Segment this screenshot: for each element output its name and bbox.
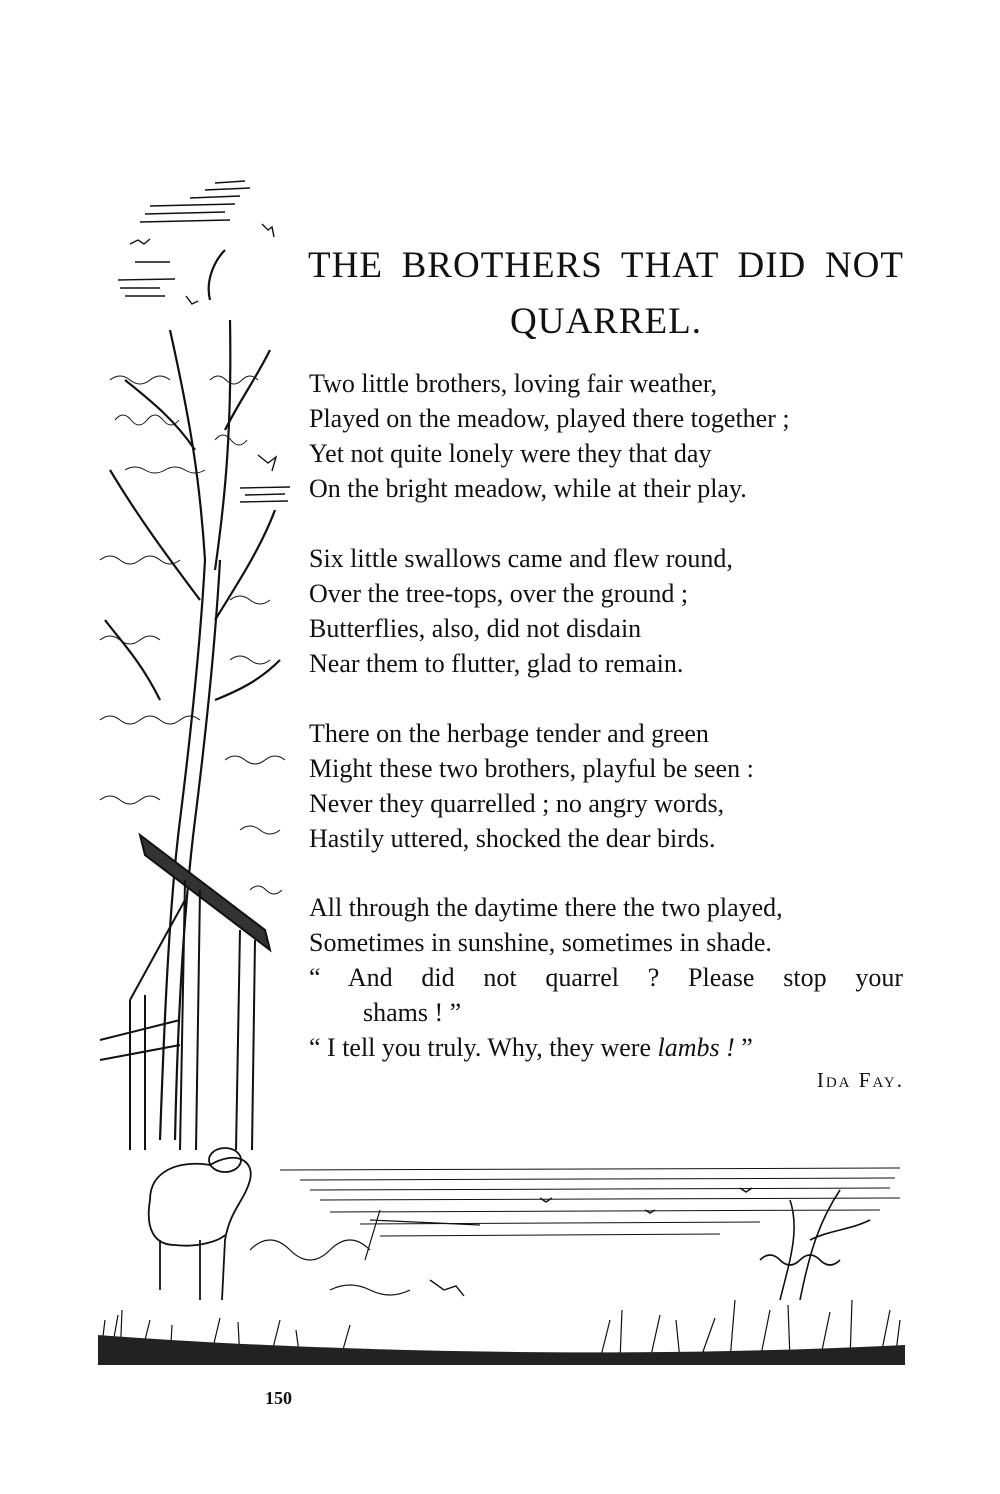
- poem-line: Sometimes in sunshine, sometimes in shade.: [309, 928, 772, 957]
- lamb: [149, 1148, 251, 1300]
- poem-line-text: “ I tell you truly. Why, they were: [309, 1033, 658, 1062]
- poem-line: There on the herbage tender and green: [309, 719, 709, 748]
- poem-line: Never they quarrelled ; no angry words,: [309, 789, 725, 818]
- bird-icon: [186, 296, 198, 304]
- sky-hatching: [118, 181, 290, 502]
- poem-line: “ And did not quarrel ? Please stop your: [309, 963, 903, 992]
- poem-line: All through the daytime there the two played,: [309, 893, 783, 922]
- poem-line: Near them to flutter, glad to remain.: [309, 649, 684, 678]
- poem-line: Might these two brothers, playful be seen :: [309, 754, 754, 783]
- bird-icon: [540, 1198, 552, 1202]
- closing-quote: ”: [741, 1033, 753, 1062]
- grass: [100, 1210, 900, 1360]
- gate: [100, 835, 270, 1150]
- poem-line: Six little swallows came and flew round,: [309, 544, 733, 573]
- stanza-3: [309, 716, 909, 856]
- bird-icon: [430, 1280, 464, 1296]
- page-number: 150: [265, 1388, 292, 1408]
- stanza-1: [309, 366, 909, 506]
- poem-line: Over the tree-tops, over the ground ;: [309, 579, 689, 608]
- poem-line-italic: lambs !: [657, 1033, 742, 1062]
- poem-line: [309, 1030, 909, 1065]
- poem-line: Played on the meadow, played there together ;: [309, 404, 790, 433]
- poem-line: On the bright meadow, while at their play.: [309, 474, 747, 503]
- poem-line: Hastily uttered, shocked the dear birds.: [309, 824, 716, 853]
- stanza-4: [309, 890, 909, 1065]
- bird-icon: [258, 455, 276, 471]
- bush: [760, 1190, 870, 1300]
- stanza-2: [309, 541, 909, 681]
- foliage: [100, 376, 285, 894]
- poem-line: shams ! ”: [363, 998, 462, 1027]
- poem-title-line-1: THE BROTHERS THAT DID NOT: [308, 245, 904, 286]
- bird-icon: [130, 239, 150, 244]
- poem-line: Yet not quite lonely were they that day: [309, 439, 712, 468]
- poem-line: Two little brothers, loving fair weather,: [309, 369, 717, 398]
- poem-line: Butterflies, also, did not disdain: [309, 614, 642, 643]
- poem-title-line-2: QUARREL.: [510, 301, 702, 342]
- author-attribution: Ida Fay.: [816, 1068, 904, 1092]
- meadow-lines: [280, 1168, 900, 1236]
- bird-icon: [262, 224, 274, 237]
